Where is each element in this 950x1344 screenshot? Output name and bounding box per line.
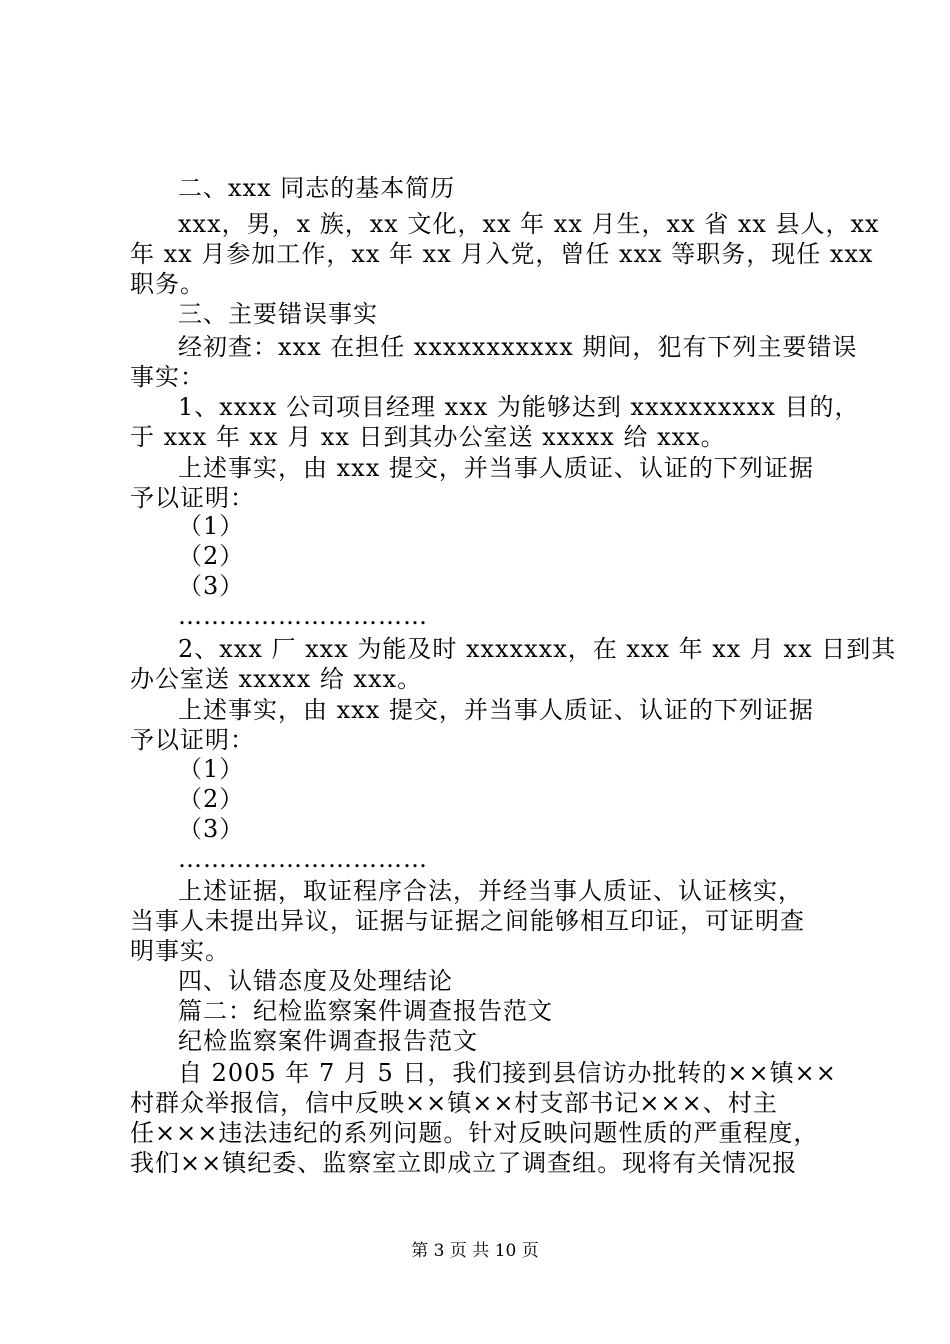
text-line: 上述证据，取证程序合法，并经当事人质证、认证核实， [178,877,803,905]
text-line: 上述事实，由 xxx 提交，并当事人质证、认证的下列证据 [178,454,814,482]
section-heading: 纪检监察案件调查报告范文 [178,1027,478,1055]
text-line: 予以证明： [130,726,255,754]
text-line: 明事实。 [130,937,230,965]
text-line: 经初查：xxx 在担任 xxxxxxxxxxx 期间，犯有下列主要错误 [178,333,858,361]
text-line: 事实： [130,363,205,391]
list-item: （3） [178,572,245,600]
text-line: 办公室送 xxxxx 给 xxx。 [130,665,423,693]
list-item: （3） [178,815,245,843]
list-item: （2） [178,542,245,570]
text-line: 村群众举报信，信中反映××镇××村支部书记×××、村主 [130,1089,778,1117]
text-line: 我们××镇纪委、监察室立即成立了调查组。现将有关情况报 [130,1149,798,1177]
text-line: 年 xx 月参加工作，xx 年 xx 月入党，曾任 xxx 等职务，现任 xxx [130,240,874,268]
section-heading: 三、主要错误事实 [178,300,378,328]
text-line: 予以证明： [130,484,255,512]
text-line: xxx，男，x 族，xx 文化，xx 年 xx 月生，xx 省 xx 县人，xx [178,210,880,238]
page-number-footer: 第 3 页 共 10 页 [411,1241,539,1261]
text-line: 当事人未提出异议，证据与证据之间能够相互印证，可证明查 [130,907,805,935]
text-line: 上述事实，由 xxx 提交，并当事人质证、认证的下列证据 [178,696,814,724]
section-heading: 四、认错态度及处理结论 [178,967,453,995]
text-line: 2、xxx 厂 xxx 为能及时 xxxxxxx，在 xxx 年 xx 月 xx 日到其 [178,635,897,663]
section-heading: 篇二：纪检监察案件调查报告范文 [178,997,553,1025]
ellipsis-line: ………………………… [178,845,428,873]
list-item: （1） [178,755,245,783]
ellipsis-line: ………………………… [178,602,428,630]
list-item: （2） [178,785,245,813]
text-line: 任×××违法违纪的系列问题。针对反映问题性质的严重程度， [130,1119,819,1147]
text-line: 于 xxx 年 xx 月 xx 日到其办公室送 xxxxx 给 xxx。 [130,423,726,451]
section-heading: 二、xxx 同志的基本简历 [178,174,456,202]
text-line: 1、xxxx 公司项目经理 xxx 为能够达到 xxxxxxxxxx 目的， [178,393,860,421]
text-line: 自 2005 年 7 月 5 日，我们接到县信访办批转的××镇×× [178,1059,837,1087]
list-item: （1） [178,512,245,540]
text-line: 职务。 [130,270,205,298]
